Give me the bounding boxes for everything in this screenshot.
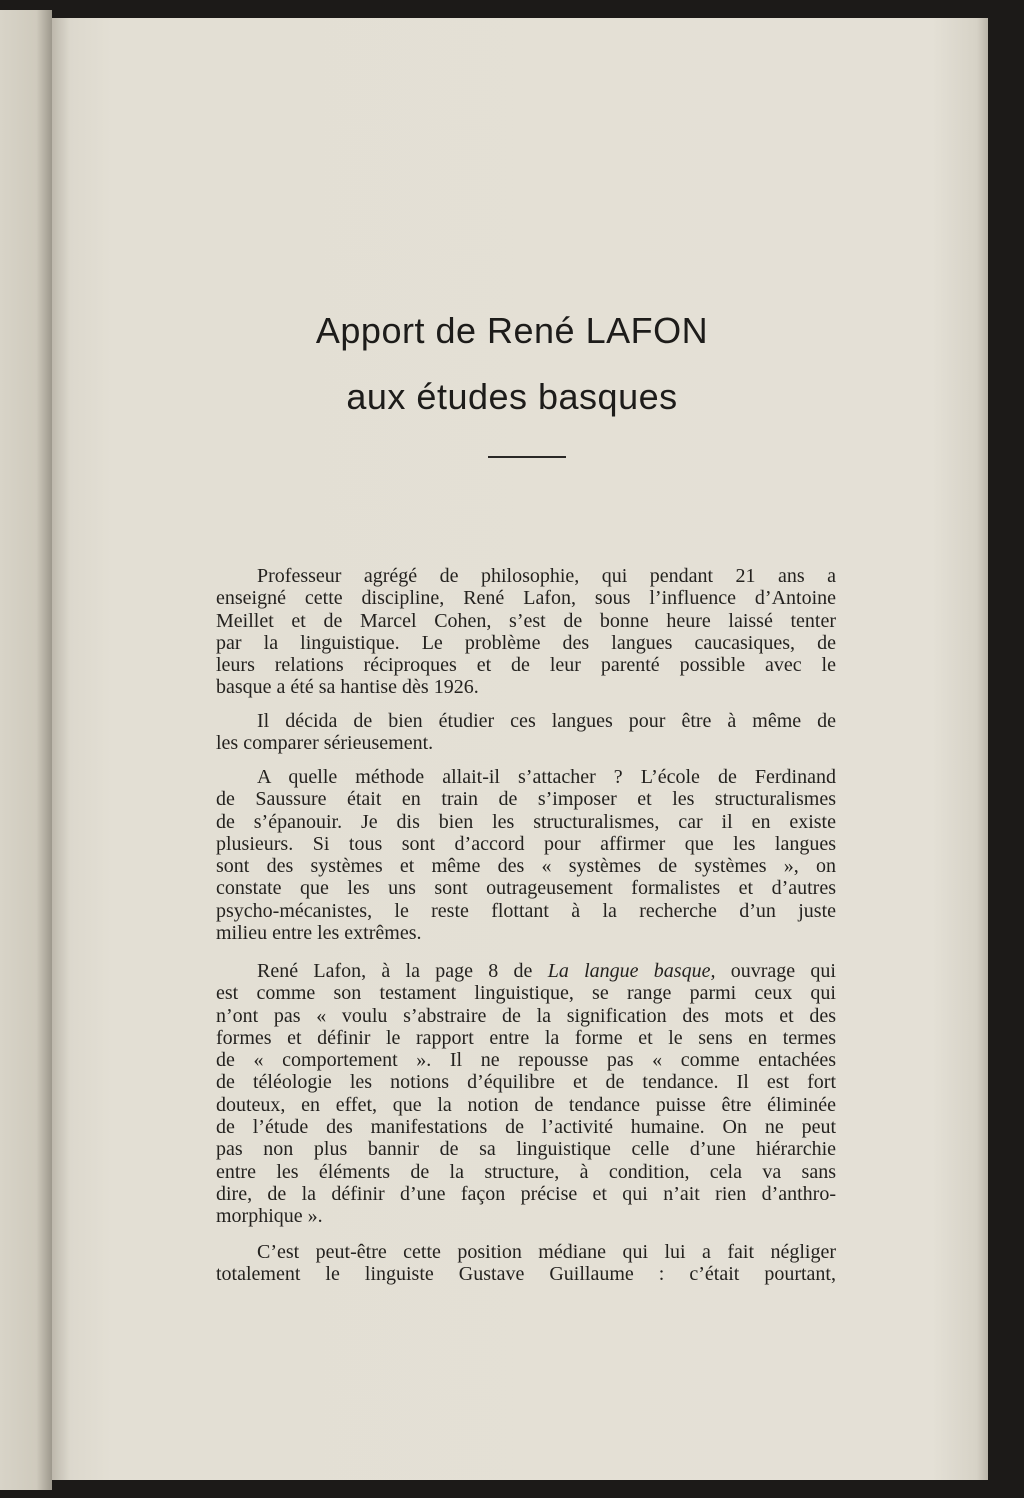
text-line: dire, de la définir d’une façon précise et qui n’ait rien d’anthro-: [216, 1182, 836, 1205]
text-line: formes et définir le rapport entre la forme et le sens en termes: [216, 1026, 836, 1049]
text-line: leurs relations réciproques et de leur parenté possible avec le: [216, 654, 836, 677]
paragraph-2: [216, 710, 836, 755]
paragraph-1: [216, 565, 836, 699]
title-line-1: Apport de René LAFON: [315, 310, 709, 351]
text-line: de téléologie les notions d’équilibre et de tendance. Il est fort: [216, 1071, 836, 1094]
book-title: La langue basque,: [547, 960, 716, 982]
text-line: A quelle méthode allait-il s’attacher ? L’école de Ferdinand: [257, 766, 836, 788]
text-line: [216, 960, 836, 982]
text-line: constate que les uns sont outrageusement formalistes et d’autres: [216, 877, 836, 900]
text-line: de s’épanouir. Je dis bien les structuralismes, car il en existe: [216, 810, 836, 833]
text-line: pas non plus bannir de sa linguistique celle d’une hiérarchie: [216, 1138, 836, 1161]
text-line: C’est peut-être cette position médiane qui lui a fait négliger: [257, 1241, 836, 1263]
text-line: Meillet et de Marcel Cohen, s’est de bonne heure laissé tenter: [216, 609, 836, 632]
title-divider: [488, 456, 566, 458]
paragraph-5: [216, 1241, 836, 1286]
text-segment: ouvrage qui: [715, 960, 836, 982]
text-line: douteux, en effet, que la notion de tendance puisse être éliminée: [216, 1093, 836, 1116]
text-line: est comme son testament linguistique, se range parmi ceux qui: [216, 982, 836, 1005]
facing-page-edge: [0, 10, 52, 1490]
text-line: de « comportement ». Il ne repousse pas « comme entachées: [216, 1049, 836, 1072]
text-line: totalement le linguiste Gustave Guillaume : c’était pourtant,: [216, 1263, 836, 1286]
text-line: plusieurs. Si tous sont d’accord pour affirmer que les langues: [216, 832, 836, 855]
text-line: entre les éléments de la structure, à condition, cela va sans: [216, 1160, 836, 1183]
text-line: Il décida de bien étudier ces langues pour être à même de: [257, 710, 836, 732]
text-line: sont des systèmes et même des « systèmes de systèmes », on: [216, 855, 836, 878]
paragraph-3: [216, 766, 836, 944]
title-line-2: aux études basques: [346, 376, 678, 417]
text-line: Professeur agrégé de philosophie, qui pendant 21 ans a: [257, 565, 836, 587]
text-line: de Saussure était en train de s’imposer et les structuralismes: [216, 788, 836, 811]
text-line: milieu entre les extrêmes.: [216, 922, 422, 945]
text-line: psycho-mécanistes, le reste flottant à la recherche d’un juste: [216, 899, 836, 922]
text-line: les comparer sérieusement.: [216, 732, 434, 755]
text-line: enseigné cette discipline, René Lafon, sous l’influence d’Antoine: [216, 587, 836, 610]
text-line: basque a été sa hantise dès 1926.: [216, 676, 479, 699]
text-line: par la linguistique. Le problème des langues caucasiques, de: [216, 631, 836, 654]
text-line: de l’étude des manifestations de l’activité humaine. On ne peut: [216, 1116, 836, 1139]
text-line: morphique ».: [216, 1205, 323, 1228]
text-segment: René Lafon, à la page 8 de: [257, 960, 548, 982]
paragraph-4: [216, 960, 836, 1228]
text-line: n’ont pas « voulu s’abstraire de la signification des mots et des: [216, 1004, 836, 1027]
